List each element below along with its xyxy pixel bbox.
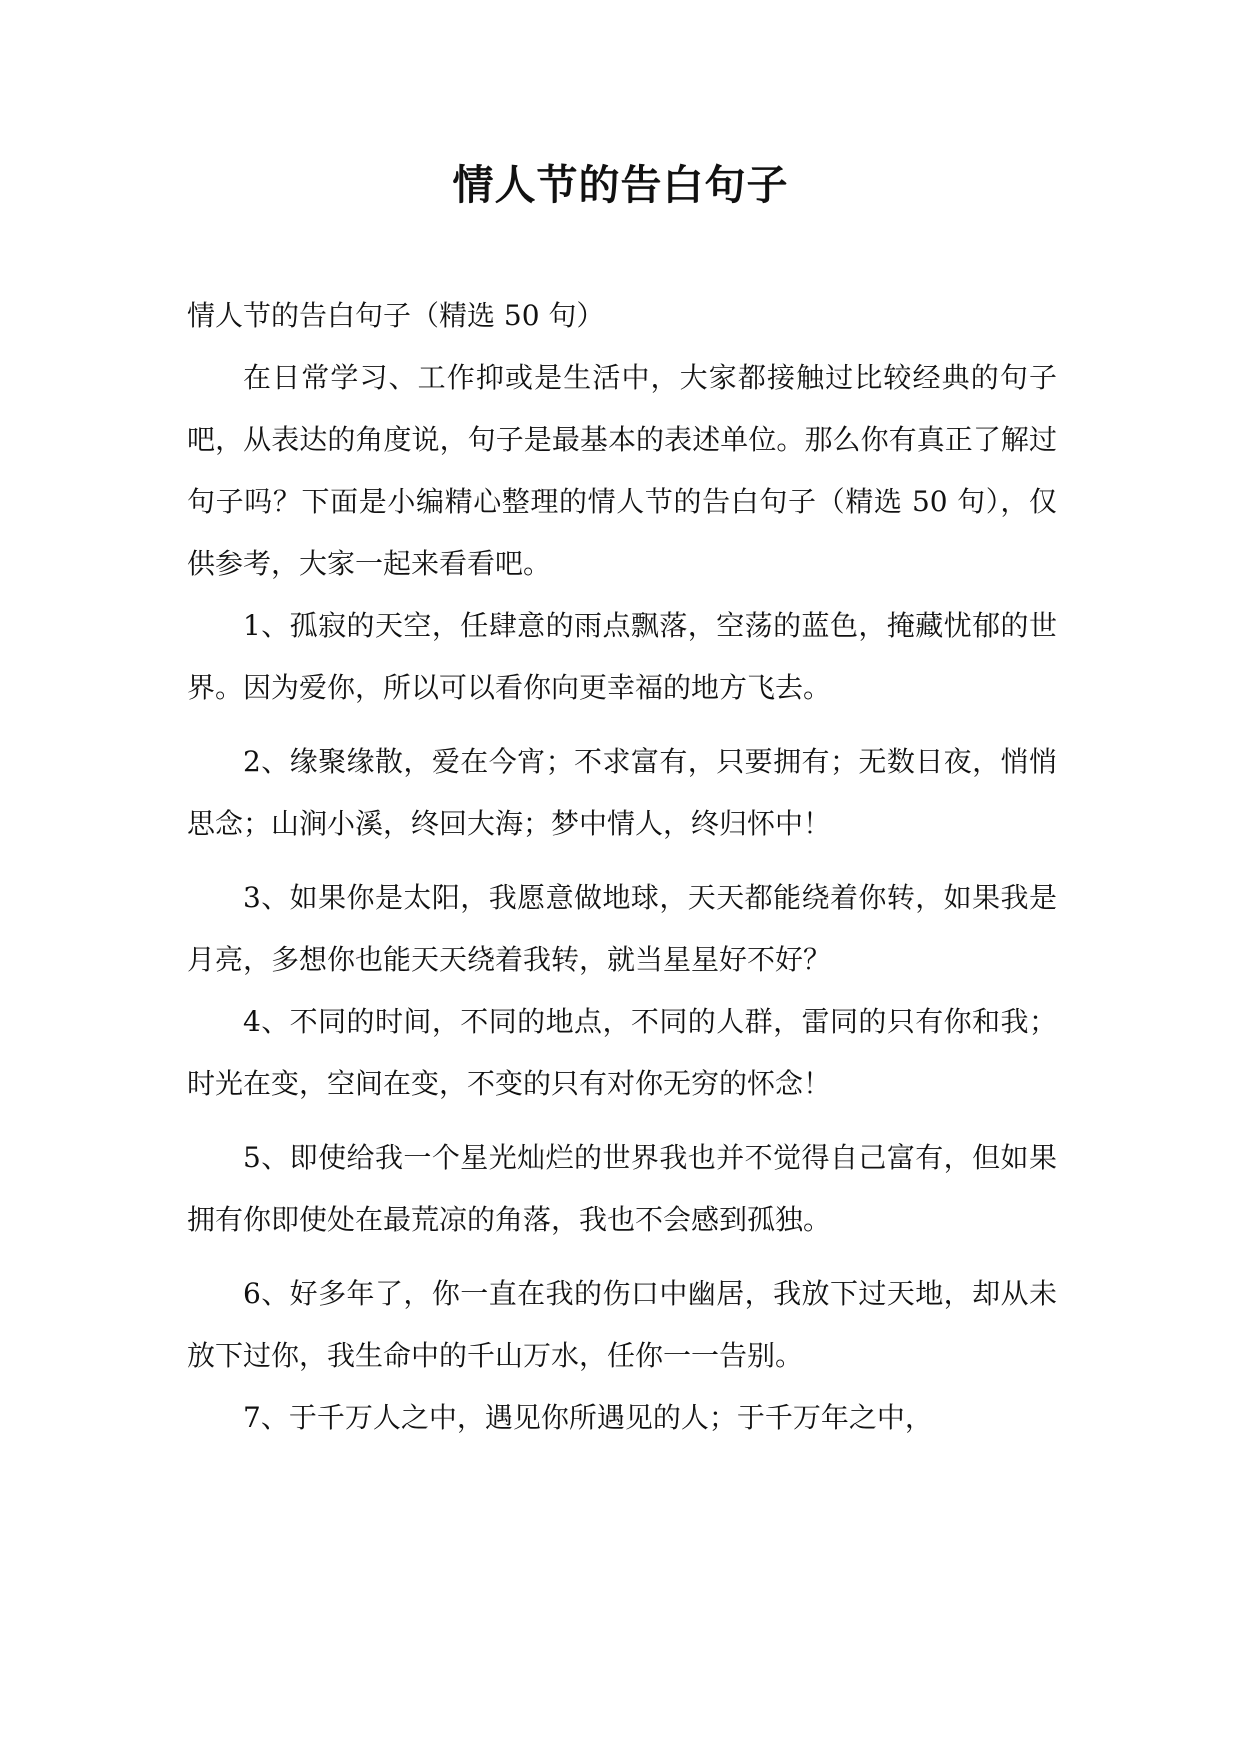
sentence-item-1: 1、孤寂的天空，任肆意的雨点飘落，空荡的蓝色，掩藏忧郁的世界。因为爱你，所以可以看你向更幸福的地方飞去。 [187, 609, 1057, 704]
document-subtitle: 情人节的告白句子（精选 50 句） [187, 299, 605, 332]
document-title: 情人节的告白句子 [452, 161, 789, 209]
sentence-item-6: 6、好多年了，你一直在我的伤口中幽居，我放下过天地，却从未放下过你，我生命中的千山万水，任你一一告别。 [187, 1277, 1057, 1372]
sentence-item-2: 2、缘聚缘散，爱在今宵；不求富有，只要拥有；无数日夜，悄悄思念；山涧小溪，终回大海；梦中情人，终归怀中！ [187, 745, 1057, 840]
intro-paragraph: 在日常学习、工作抑或是生活中，大家都接触过比较经典的句子吧，从表达的角度说，句子是最基本的表述单位。那么你有真正了解过句子吗？下面是小编精心整理的情人节的告白句子（精选 50 句），仅供参考，大家一起来看看吧。 [187, 361, 1057, 580]
sentence-item-3: 3、如果你是太阳，我愿意做地球，天天都能绕着你转，如果我是月亮，多想你也能天天绕着我转，就当星星好不好？ [187, 881, 1057, 976]
sentence-item-4: 4、不同的时间，不同的地点，不同的人群，雷同的只有你和我；时光在变，空间在变，不变的只有对你无穷的怀念！ [187, 1005, 1057, 1100]
sentence-item-7: 7、于千万人之中，遇见你所遇见的人；于千万年之中， [243, 1401, 933, 1434]
sentence-item-5: 5、即使给我一个星光灿烂的世界我也并不觉得自己富有，但如果拥有你即使处在最荒凉的角落，我也不会感到孤独。 [187, 1141, 1057, 1236]
document-body [187, 285, 1057, 1449]
